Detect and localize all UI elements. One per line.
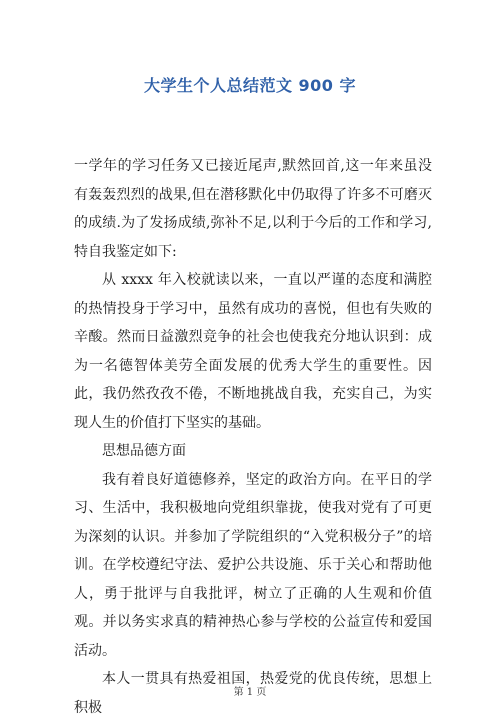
document-title: 大学生个人总结范文 900 字 — [143, 76, 357, 95]
paragraph-patriotism: 本人一贯具有热爱祖国，热爱党的优良传统，思想上积极 — [74, 671, 432, 716]
section-heading-moral: 思想品德方面 — [102, 443, 186, 459]
paragraph-study: 从 xxxx 年入校就读以来，一直以严谨的态度和满腔的热情投身于学习中，虽然有成功的喜悦，但也有失败的辛酸。然而日益激烈竞争的社会也使我充分地认识到：成为一名德智体美劳全面发展的优秀大学生的重要性。因此，我仍然孜孜不倦，不断地挑战自我，充实自己，为实现人生的价值打下坚实的基础。 — [74, 272, 432, 431]
paragraph-moral: 我有着良好道德修养，坚定的政治方向。在平日的学习、生活中，我积极地向党组织靠拢，使我对党有了可更为深刻的认识。并参加了学院组织的“入党积极分子”的培训。在学校遵纪守法、爱护公共设施、乐于关心和帮助他人，勇于批评与自我批评，树立了正确的人生观和价值观。并以务实求真的精神热心参与学校的公益宣传和爱国活动。 — [74, 471, 432, 659]
document-body — [74, 152, 432, 722]
paragraph-intro: 一学年的学习任务又已接近尾声,默然回首,这一年来虽没有轰轰烈烈的战果,但在潜移默化中仍取得了许多不可磨灭的成绩.为了发扬成绩,弥补不足,以利于今后的工作和学习,特自我鉴定如下: — [74, 158, 432, 260]
page-number: 第 1 页 — [233, 687, 267, 698]
